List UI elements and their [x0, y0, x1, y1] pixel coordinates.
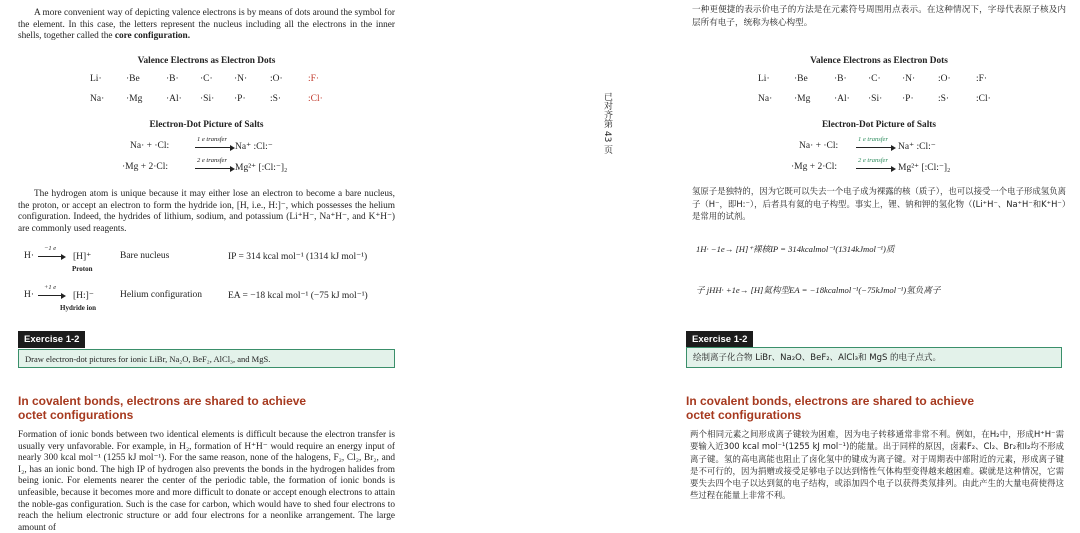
exercise-box: Draw electron-dot pictures for ionic LiBr, Na₂O, BeF₂, AlCl₃, and MgS.	[18, 349, 395, 368]
section-title-cn: In covalent bonds, electrons are shared to achieve octet configurations	[686, 394, 975, 422]
dot-li: Li·	[90, 74, 102, 84]
eq1-cn: 1H· −1e→ [H]⁺裸核IP = 314kcalmol⁻¹(1314kJmol⁻¹)质	[696, 244, 895, 254]
dot-si: ·Si·	[868, 94, 883, 104]
eq2-value: EA = −18 kcal mol⁻¹ (−75 kJ mol⁻¹)	[228, 291, 368, 301]
eq1-desc: Bare nucleus	[120, 251, 170, 261]
salt2-arrow-label-cn: 2 e transfer	[858, 157, 888, 164]
dot-f: :F·	[976, 74, 988, 84]
hydrogen-paragraph-cn: 氢原子是独特的，因为它既可以失去一个电子成为裸露的核（质子），也可以接受一个电子形成氢负离子（H⁻，即H:⁻），后者具有氦的电子构型。事实上，锂、钠和钾的氢化物（(Li⁺H⁻、Na⁺H⁻和K⁺H⁻）是常用的试剂。	[692, 186, 1066, 221]
dot-si: ·Si·	[200, 94, 215, 104]
intro-paragraph: A more convenient way of depicting valence electrons is by means of dots around the symbol for the element. In this case, the letters represent the nucleus including all the electrons in the inner shells, together called the core configuration.	[18, 8, 395, 42]
hydrogen-paragraph: The hydrogen atom is unique because it may either lose an electron to become a bare nucleus, the proton, or accept an electron to form the hydride ion, [H, i.e., H:]⁻, which possesses the helium configuration. Indeed, the hydrides of lithium, sodium, and potassium (Li⁺H⁻, Na⁺H⁻, and K⁺H⁻) are commonly used reagents.	[18, 189, 395, 234]
valence-grid	[90, 74, 350, 110]
salts-title: Electron-Dot Picture of Salts	[149, 120, 264, 130]
eq2-sub: Hydride ion	[60, 304, 96, 312]
dot-cl: :Cl·	[976, 94, 991, 104]
valence-grid-cn	[758, 74, 1018, 110]
dot-o: :O·	[938, 74, 951, 84]
eq1-sub: Proton	[72, 265, 93, 273]
exercise-box-cn: 绘制离子化合物 LiBr、Na₂O、BeF₂、AlCl₃和 MgS 的电子点式。	[686, 347, 1062, 368]
dot-s: :S·	[270, 94, 282, 104]
eq2-desc: Helium configuration	[120, 290, 203, 300]
section-title: In covalent bonds, electrons are shared to achieve octet configurations	[18, 394, 307, 422]
dot-b: ·B·	[166, 74, 179, 84]
dot-n: ·N·	[234, 74, 248, 84]
dot-n: ·N·	[902, 74, 916, 84]
dot-o: :O·	[270, 74, 283, 84]
dot-c: ·C·	[200, 74, 213, 84]
valence-title-cn: Valence Electrons as Electron Dots	[810, 56, 948, 66]
salt1-arrow-label: 1 e transfer	[197, 136, 227, 143]
salt1-arrow-cn	[856, 147, 894, 148]
intro-paragraph-cn: 一种更便捷的表示价电子的方法是在元素符号周围用点表示。在这种情况下，字母代表原子核及内层所有电子，统称为核心构型。	[692, 5, 1066, 28]
exercise-tab: Exercise 1-2	[18, 331, 85, 348]
dot-f: :F·	[308, 74, 320, 84]
page-align-label: 已对齐第 43 页	[602, 92, 612, 155]
eq1-right: [H]⁺	[73, 252, 92, 262]
eq1-arrow-label: −1 e	[44, 245, 57, 252]
dot-li: Li·	[758, 74, 770, 84]
eq1-value: IP = 314 kcal mol⁻¹ (1314 kJ mol⁻¹)	[228, 252, 368, 262]
section-paragraph: Formation of ionic bonds between two identical elements is difficult because the electron transfer is usually very unfavorable. For example, in H₂, formation of H⁺H⁻ would require an energy input of nearly 300 kcal mol⁻¹ (1255 kJ mol⁻¹). For the same reason, none of the halogens, F₂, Cl₂, Br₂, and I₂, has an ionic bond. The high IP of hydrogen also prevents the bonds in the hydrogen halides from being ionic. For elements nearer the center of the periodic table, the formation of ionic bonds is unfeasible, because it becomes more and more difficult to donate or accept enough electrons to attain the noble-gas configuration. Such is the case for carbon, which would have to shed four electrons to reach the helium electronic structure or add four electrons for a neonlike arrangement. The large amount of	[18, 430, 395, 533]
eq1-arrow	[38, 256, 64, 257]
dot-b: ·B·	[834, 74, 847, 84]
salt1-left: Na· + ·Cl:	[130, 141, 170, 151]
salt1-arrow	[195, 147, 233, 148]
dot-na: Na·	[90, 94, 105, 104]
eq2-cn: 子 jHH· +1e→ [H]氦构型EA = −18kcalmol⁻¹(−75kJmol⁻¹)氢负离子	[696, 285, 941, 295]
eq2-right: [H:]⁻	[73, 291, 94, 301]
section-paragraph-cn: 两个相同元素之间形成离子键较为困难，因为电子转移通常非常不利。例如，在H₂中，形成H⁺H⁻需要输入近300 kcal mol⁻¹(1255 kJ mol⁻¹)的能量。出于同样的原因，卤素F₂、Cl₂、Br₂和I₂均不形成离子键。氢的高电离能也阻止了卤化氢中的键成为离子键。对于周期表中部附近的元素，形成离子键是不可行的，因为捐赠或接受足够电子以达到惰性气体构型变得越来越困难。碳就是这种情况，它需要失去四个电子以达到氦的电子结构，或添加四个电子以获得类氖排列。由此产生的大量电荷使得这些过程在能量上非常不利。	[690, 429, 1064, 501]
dot-mg: ·Mg	[794, 94, 811, 104]
salt2-left: ·Mg + 2·Cl:	[122, 162, 168, 172]
dot-na: Na·	[758, 94, 773, 104]
eq1-left: H·	[24, 251, 35, 261]
dot-be: ·Be	[126, 74, 140, 84]
dot-be: ·Be	[794, 74, 808, 84]
exercise-tab-cn: Exercise 1-2	[686, 331, 753, 348]
salt1-arrow-label-cn: 1 e transfer	[858, 136, 888, 143]
salt1-left-cn: Na· + ·Cl:	[799, 141, 839, 151]
eq2-arrow	[38, 295, 64, 296]
dot-mg: ·Mg	[126, 94, 143, 104]
salt2-left-cn: ·Mg + 2·Cl:	[791, 162, 837, 172]
salt2-arrow-cn	[856, 168, 894, 169]
salt1-right: Na⁺ :Cl:⁻	[235, 142, 273, 152]
dot-al: ·Al·	[834, 94, 850, 104]
salt2-arrow	[195, 168, 233, 169]
salt2-right: Mg²⁺ [:Cl:⁻]₂	[235, 163, 288, 173]
dot-c: ·C·	[868, 74, 881, 84]
salt1-right-cn: Na⁺ :Cl:⁻	[898, 142, 936, 152]
page-gutter	[410, 0, 676, 533]
salts-title-cn: Electron-Dot Picture of Salts	[821, 120, 937, 130]
eq2-arrow-label: +1 e	[44, 284, 57, 291]
dot-p: ·P·	[902, 94, 914, 104]
dot-p: ·P·	[234, 94, 246, 104]
right-page	[676, 0, 1080, 533]
dot-al: ·Al·	[166, 94, 182, 104]
dot-cl: :Cl·	[308, 94, 323, 104]
eq2-left: H·	[24, 290, 35, 300]
salt2-right-cn: Mg²⁺ [:Cl:⁻]₂	[898, 163, 951, 173]
dot-s: :S·	[938, 94, 950, 104]
left-page	[0, 0, 410, 533]
valence-title: Valence Electrons as Electron Dots	[137, 56, 276, 66]
salt2-arrow-label: 2 e transfer	[197, 157, 227, 164]
